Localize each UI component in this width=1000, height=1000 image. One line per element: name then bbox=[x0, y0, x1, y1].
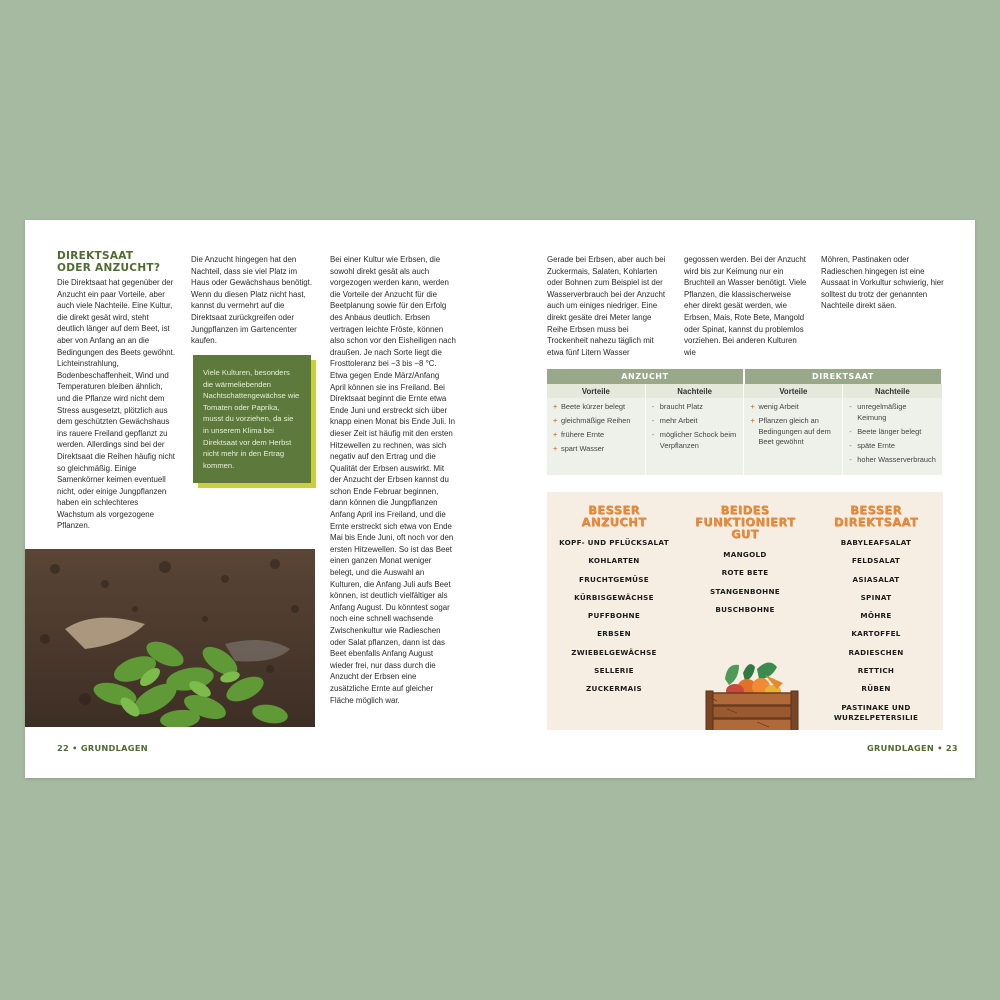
vegetable-crate-icon bbox=[697, 657, 807, 730]
list-item: KARTOFFEL bbox=[851, 629, 901, 639]
list-item: RADIESCHEN bbox=[848, 647, 904, 657]
book-spread bbox=[25, 220, 975, 778]
table-header-nachteile: Nachteile bbox=[843, 384, 942, 398]
list-item: + Beete kürzer belegt bbox=[553, 402, 641, 413]
table-header-vorteile: Vorteile bbox=[547, 384, 645, 398]
list-item: STANGENBOHNE bbox=[709, 586, 781, 596]
list-item: - möglicher Schock beim Verpflanzen bbox=[652, 430, 740, 451]
right-column-2-text: gegossen werden. Bei der Anzucht wird bis zur Keimung nur ein Bruchteil an Wasser benötigt. Viele Pflanzen, die klassischerweise eher direkt gesät werden, wie Erbsen, Mais, Rote Bete, Mangold oder Spinat, kannst du problemlos vorziehen. Bei anderen Kulturen wie bbox=[684, 255, 807, 357]
infographic-column-beides bbox=[681, 504, 809, 623]
list-item: SPINAT bbox=[860, 592, 892, 602]
table-group-direktsaat: DIREKTSAAT bbox=[744, 369, 942, 384]
right-column-3-text: Möhren, Pastinaken oder Radieschen hingegen ist eine Aussaat in Vorkultur schwierig, hier solltest du trotz der genannten Nachteile direkt säen. bbox=[821, 255, 944, 311]
garden-bed-photo bbox=[25, 549, 315, 727]
list-item: - braucht Platz bbox=[652, 402, 740, 413]
table-cell-direkt-nachteile bbox=[843, 398, 942, 475]
list-item: RETTICH bbox=[857, 666, 895, 676]
table-cell-direkt-vorteile bbox=[744, 398, 843, 475]
table-group-anzucht: ANZUCHT bbox=[547, 369, 744, 384]
list-item: + spart Wasser bbox=[553, 444, 641, 455]
left-column-2-text: Die Anzucht hingegen hat den Nachteil, dass sie viel Platz im Haus oder Gewächshaus benötigt. Wenn du diesen Platz nicht hast, kannst du vermehrt auf die Direktsaat zurückgreifen oder Jungpflanzen im Gartencenter kaufen. bbox=[191, 255, 313, 346]
table-header-nachteile: Nachteile bbox=[645, 384, 744, 398]
list-item: FRUCHTGEMÜSE bbox=[579, 574, 649, 584]
list-item: + frühere Ernte bbox=[553, 430, 641, 441]
table-cell-anzucht-nachteile bbox=[645, 398, 744, 475]
comparison-table bbox=[547, 369, 943, 475]
list-item: - hoher Wasserverbrauch bbox=[849, 455, 937, 466]
list-item: KOHLARTEN bbox=[588, 556, 640, 566]
list-item: - mehr Arbeit bbox=[652, 416, 740, 427]
infographic-title-beides: BEIDES FUNKTIONIERT GUT bbox=[695, 503, 796, 541]
list-item: + wenig Arbeit bbox=[750, 402, 838, 413]
list-item: + gleichmäßige Reihen bbox=[553, 416, 641, 427]
left-column-3-text: Bei einer Kultur wie Erbsen, die sowohl direkt gesät als auch vorgezogen werden kann, werden die Vorteile der Anzucht für die Beetplanung sowie für den Erfolg des Anbaus deutlich. Erbsen vertragen leichte Fröste, können also schon vor den Eisheiligen nach draußen. Je nach Sorte liegt die Frosttoleranz bei −3 bis −8 °C. Etwa gegen Ende März/Anfang April können sie ins Freiland. Bei Direktsaat beginnt die Ernte etwa Ende Juni und erstreckt sich über knapp einen Monat bis Ende Juli. In dieser Zeit ist häufig mit den ersten Hitzewellen zu rechnen, was sich negativ auf den Ertrag und die Qualität der Erbsen auswirkt. Mit der Anzucht der Erbsen kannst du schon Ende Februar beginnen, dann können die Jungpflanzen Anfang April ins Freiland, und die Ernte erstreckt sich etwa von Ende Mai bis Ende Juni, oft noch vor den ersten Hitzewellen. So ist das Beet einen ganzen Monat weniger belegt, und die Auswahl an Kulturen, die Anfang Juli aufs Beet können, ist deutlich vielfältiger als Anfang August. Du könntest sogar noch eine schnell wachsende Zwischenkultur wie Radieschen oder Salat pflanzen, dann ist das Beet ebenfalls Anfang August wieder frei, nur dass durch die Anzucht der Erbsen eine zusätzliche Ernte auf gleicher Fläche möglich war. bbox=[330, 255, 456, 705]
list-item: - unregelmäßige Keimung bbox=[849, 402, 937, 423]
list-item: MÖHRE bbox=[860, 611, 892, 621]
infographic-title-anzucht: BESSER ANZUCHT bbox=[581, 503, 647, 529]
page-folio-left: 22 • GRUNDLAGEN bbox=[57, 743, 148, 753]
infographic-column-anzucht bbox=[547, 504, 681, 703]
list-item: BABYLEAFSALAT bbox=[840, 538, 912, 547]
list-item: PASTINAKE UND WURZELPETERSILIE bbox=[833, 702, 919, 722]
table-cell-anzucht-vorteile bbox=[547, 398, 645, 475]
list-item: KOPF- UND PFLÜCKSALAT bbox=[559, 538, 669, 547]
right-column-1-text: Gerade bei Erbsen, aber auch bei Zuckermais, Salaten, Kohlarten oder Bohnen zum Beispiel ist der Wasserverbrauch bei der Anzucht auch um einiges niedriger. Eine direkt gesäte drei Meter lange Reihe Erbsen muss bei Trockenheit nahezu täglich mit etwa fünf Litern Wasser bbox=[547, 255, 666, 357]
list-item: ERBSEN bbox=[597, 629, 631, 639]
list-item: BUSCHBOHNE bbox=[715, 604, 775, 614]
left-column-1-text: Die Direktsaat hat gegenüber der Anzucht ein paar Vorteile, aber auch viele Nachteile. Eine Kultur, die direkt gesät wird, steht deutlich länger auf dem Beet, ist aber von Anfang an an die Bedingungen des Beets gewöhnt. Lichteinstrahlung, Bodenbeschaffenheit, Wind und Temperaturen bleiben ähnlich, und die Pflanze wird nicht dem Stress ausgesetzt, plötzlich aus dem geschützten Gewächshaus ins rauere Freiland gepflanzt zu werden. Allerdings sind bei der Direktsaat die Reihen häufig nicht so gleichmäßig. Einige Samenkörner keimen eventuell nicht, oder einige Jungpflanzen haben ein schlechteres Wachstum als vorgezogene Pflanzen. bbox=[57, 278, 176, 531]
list-item: KÜRBISGEWÄCHSE bbox=[574, 592, 654, 602]
list-item: ROTE BETE bbox=[721, 568, 769, 578]
section-heading: DIREKTSAAT ODER ANZUCHT? bbox=[57, 250, 161, 274]
list-item: MANGOLD bbox=[723, 550, 767, 559]
info-callout-box: Viele Kulturen, besonders die wärmeliebenden Nachtschattengewächse wie Tomaten oder Paprika, musst du vorziehen, da sie in unserem Klima bei Direktsaat vor dem Herbst nicht mehr in den Ertrag kommen. bbox=[193, 355, 311, 483]
list-item: - späte Ernte bbox=[849, 441, 937, 452]
list-item: + Pflanzen gleich an Bedingungen auf dem Beet gewöhnt bbox=[750, 416, 838, 448]
table-header-vorteile: Vorteile bbox=[744, 384, 843, 398]
infographic-title-direktsaat: BESSER DIREKTSAAT bbox=[833, 503, 919, 529]
list-item: - Beete länger belegt bbox=[849, 427, 937, 438]
list-item: RÜBEN bbox=[861, 684, 891, 694]
list-item: ASIASALAT bbox=[852, 574, 900, 584]
list-item: ZUCKERMAIS bbox=[586, 684, 642, 694]
page-folio-right: GRUNDLAGEN • 23 bbox=[867, 743, 958, 753]
infographic-column-direktsaat bbox=[809, 504, 943, 727]
list-item: SELLERIE bbox=[594, 666, 634, 676]
list-item: FELDSALAT bbox=[851, 556, 901, 566]
list-item: PUFFBOHNE bbox=[587, 611, 641, 621]
list-item: ZWIEBELGEWÄCHSE bbox=[571, 647, 657, 657]
crop-infographic bbox=[547, 492, 943, 730]
